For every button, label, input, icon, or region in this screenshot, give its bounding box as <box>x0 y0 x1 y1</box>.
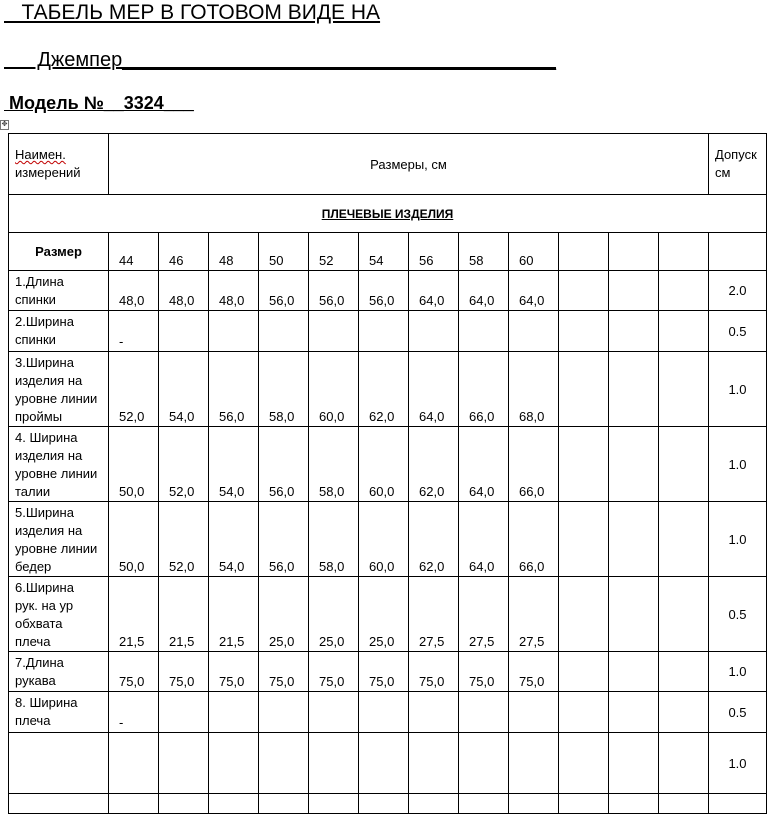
measurement-value <box>659 502 709 577</box>
measurement-value <box>559 692 609 733</box>
measurement-value <box>359 692 409 733</box>
size-cell: 54 <box>359 233 409 271</box>
document-title: ТАБЕЛЬ МЕР В ГОТОВОМ ВИДЕ НА <box>4 1 381 24</box>
header-name-line: Наимен. <box>15 147 66 162</box>
measurement-name-line: рукава <box>15 673 56 688</box>
measurement-value: 75,0 <box>259 652 309 692</box>
measurement-value: - <box>109 311 159 352</box>
measurement-name-line: 8. Ширина <box>15 695 78 710</box>
measurement-value <box>159 733 209 794</box>
measurement-name-line: бедер <box>15 559 52 574</box>
tolerance-value: 0.5 <box>709 311 767 352</box>
measurement-value: 75,0 <box>359 652 409 692</box>
measurement-value: 27,5 <box>409 577 459 652</box>
size-cell <box>659 233 709 271</box>
measurement-value: 52,0 <box>109 352 159 427</box>
measurement-name-line: проймы <box>15 409 63 424</box>
measurement-value <box>559 271 609 311</box>
measurement-value: 75,0 <box>309 652 359 692</box>
measurement-row <box>9 652 767 692</box>
measurement-name-line: изделия на <box>15 448 83 463</box>
measurement-name-line: 2.Ширина <box>15 314 74 329</box>
measurement-row <box>9 794 767 814</box>
measurement-value <box>409 733 459 794</box>
measurement-value <box>609 352 659 427</box>
measurement-value: 75,0 <box>209 652 259 692</box>
measurement-value: 60,0 <box>359 427 409 502</box>
size-cell: 52 <box>309 233 359 271</box>
measurement-value <box>309 794 359 814</box>
product-name: Джемпер_______________________________________ <box>4 49 557 71</box>
measurement-value: 48,0 <box>159 271 209 311</box>
measurement-value: 64,0 <box>409 271 459 311</box>
measurement-value <box>559 577 609 652</box>
measurement-value <box>309 733 359 794</box>
measurement-value <box>609 502 659 577</box>
measurement-value: 27,5 <box>509 577 559 652</box>
measurement-name-line: талии <box>15 484 51 499</box>
measurement-name-line: 7.Длина <box>15 655 64 670</box>
size-cell: 44 <box>109 233 159 271</box>
measurement-name-line: спинки <box>15 332 56 347</box>
tolerance-value: 1.0 <box>709 652 767 692</box>
measurement-value: 25,0 <box>359 577 409 652</box>
size-cell: 46 <box>159 233 209 271</box>
measurement-value <box>659 733 709 794</box>
measurement-value <box>559 502 609 577</box>
measurement-value <box>659 794 709 814</box>
measurement-value <box>209 692 259 733</box>
measurement-value: 52,0 <box>159 427 209 502</box>
column-header-sizes: Размеры, см <box>109 134 709 195</box>
measurement-name-line: 4. Ширина <box>15 430 78 445</box>
tolerance-value: 1.0 <box>709 352 767 427</box>
measurement-name-line: 5.Ширина <box>15 505 74 520</box>
measurement-name-line: плеча <box>15 634 51 649</box>
measurement-table <box>8 133 767 814</box>
measurement-value <box>559 311 609 352</box>
measurement-value: 75,0 <box>109 652 159 692</box>
measurement-value: 21,5 <box>159 577 209 652</box>
size-cell: 48 <box>209 233 259 271</box>
tolerance-value: 1.0 <box>709 733 767 794</box>
measurement-name <box>9 733 109 794</box>
size-cell: 60 <box>509 233 559 271</box>
measurement-value <box>459 692 509 733</box>
measurement-value: 56,0 <box>259 502 309 577</box>
measurement-value: 75,0 <box>459 652 509 692</box>
measurement-name-line: 6.Ширина <box>15 580 74 595</box>
measurement-value <box>509 311 559 352</box>
tolerance-value: 1.0 <box>709 502 767 577</box>
measurement-value: 66,0 <box>459 352 509 427</box>
measurement-value: 50,0 <box>109 502 159 577</box>
measurement-value <box>559 427 609 502</box>
measurement-value: 58,0 <box>309 427 359 502</box>
column-header-name <box>9 134 109 195</box>
measurement-value: 64,0 <box>409 352 459 427</box>
tolerance-value: 1.0 <box>709 427 767 502</box>
measurement-row <box>9 311 767 352</box>
tolerance-value: 2.0 <box>709 271 767 311</box>
measurement-value <box>659 427 709 502</box>
section-row <box>9 195 767 233</box>
measurement-value: 60,0 <box>309 352 359 427</box>
measurement-value <box>609 794 659 814</box>
measurement-value <box>509 733 559 794</box>
measurement-value <box>559 652 609 692</box>
measurement-value: - <box>109 692 159 733</box>
measurement-value <box>659 652 709 692</box>
measurement-name <box>9 271 109 311</box>
measurement-row <box>9 352 767 427</box>
measurement-value: 50,0 <box>109 427 159 502</box>
header-name-line: измерений <box>15 165 81 180</box>
measurement-name-line: рук. на ур <box>15 598 74 613</box>
measurement-value <box>109 733 159 794</box>
measurement-value <box>609 692 659 733</box>
measurement-value: 56,0 <box>309 271 359 311</box>
measurement-value <box>659 352 709 427</box>
measurement-name-line: 3.Ширина <box>15 355 74 370</box>
tolerance-value <box>709 794 767 814</box>
column-header-tolerance <box>709 134 767 195</box>
measurement-name-line: спинки <box>15 292 56 307</box>
measurement-name-line: 1.Длина <box>15 274 64 289</box>
measurement-value: 68,0 <box>509 352 559 427</box>
size-label: Размер <box>9 233 109 271</box>
measurement-value <box>609 311 659 352</box>
measurement-value <box>409 794 459 814</box>
measurement-value <box>459 794 509 814</box>
measurement-value: 58,0 <box>309 502 359 577</box>
table-move-handle-icon[interactable]: ✥ <box>1 121 8 128</box>
size-tolerance-cell <box>709 233 767 271</box>
measurement-value: 48,0 <box>209 271 259 311</box>
measurement-value: 54,0 <box>159 352 209 427</box>
measurement-value: 25,0 <box>309 577 359 652</box>
measurement-row <box>9 692 767 733</box>
size-cell <box>559 233 609 271</box>
measurement-name-line: изделия на <box>15 523 83 538</box>
measurement-value <box>509 794 559 814</box>
measurement-value: 56,0 <box>359 271 409 311</box>
measurement-row <box>9 733 767 794</box>
measurement-value <box>109 794 159 814</box>
measurement-value: 75,0 <box>159 652 209 692</box>
measurement-value <box>359 733 409 794</box>
measurement-value: 54,0 <box>209 502 259 577</box>
measurement-value <box>359 794 409 814</box>
measurement-value <box>259 733 309 794</box>
measurement-name-line: плеча <box>15 713 51 728</box>
measurement-value <box>559 352 609 427</box>
measurement-name <box>9 794 109 814</box>
measurement-value: 75,0 <box>409 652 459 692</box>
measurement-value: 56,0 <box>209 352 259 427</box>
measurement-value <box>559 733 609 794</box>
measurement-value: 64,0 <box>459 427 509 502</box>
measurement-value <box>659 692 709 733</box>
measurement-value <box>559 794 609 814</box>
measurement-row <box>9 271 767 311</box>
measurement-value: 27,5 <box>459 577 509 652</box>
tolerance-value: 0.5 <box>709 692 767 733</box>
measurement-value: 60,0 <box>359 502 409 577</box>
measurement-value: 56,0 <box>259 427 309 502</box>
header-row <box>9 134 767 195</box>
measurement-value <box>259 692 309 733</box>
measurement-value: 66,0 <box>509 502 559 577</box>
measurement-value <box>159 311 209 352</box>
measurement-value <box>359 311 409 352</box>
measurement-value <box>459 311 509 352</box>
measurement-row <box>9 427 767 502</box>
measurement-value <box>609 271 659 311</box>
measurement-value <box>309 311 359 352</box>
measurement-value <box>459 733 509 794</box>
measurement-value <box>659 271 709 311</box>
measurement-name-line: уровне линии <box>15 541 98 556</box>
measurement-name <box>9 502 109 577</box>
measurement-name <box>9 427 109 502</box>
measurement-name <box>9 311 109 352</box>
measurement-value: 64,0 <box>509 271 559 311</box>
size-cell: 50 <box>259 233 309 271</box>
measurement-value <box>159 794 209 814</box>
measurement-value: 25,0 <box>259 577 309 652</box>
measurement-value: 75,0 <box>509 652 559 692</box>
measurement-name-line: изделия на <box>15 373 83 388</box>
measurement-value: 56,0 <box>259 271 309 311</box>
measurement-name-line: уровне линии <box>15 391 98 406</box>
measurement-value: 64,0 <box>459 502 509 577</box>
header-tol-line: Допуск <box>715 147 757 162</box>
measurement-value: 21,5 <box>109 577 159 652</box>
measurement-row <box>9 502 767 577</box>
measurement-value <box>509 692 559 733</box>
section-title: ПЛЕЧЕВЫЕ ИЗДЕЛИЯ <box>9 195 767 233</box>
measurement-value <box>609 427 659 502</box>
measurement-value: 64,0 <box>459 271 509 311</box>
measurement-value: 52,0 <box>159 502 209 577</box>
measurement-value: 58,0 <box>259 352 309 427</box>
measurement-value <box>609 652 659 692</box>
measurement-value <box>609 577 659 652</box>
measurement-value <box>659 577 709 652</box>
measurement-value <box>409 692 459 733</box>
measurement-name-line: обхвата <box>15 616 63 631</box>
measurement-name <box>9 577 109 652</box>
measurement-value <box>409 311 459 352</box>
measurement-value: 48,0 <box>109 271 159 311</box>
size-cell <box>609 233 659 271</box>
header-tol-line: см <box>715 165 731 180</box>
measurement-value: 62,0 <box>359 352 409 427</box>
measurement-value <box>159 692 209 733</box>
measurement-value: 54,0 <box>209 427 259 502</box>
measurement-value: 62,0 <box>409 427 459 502</box>
measurement-value: 21,5 <box>209 577 259 652</box>
size-row <box>9 233 767 271</box>
measurement-value <box>309 692 359 733</box>
measurement-value <box>209 311 259 352</box>
measurement-name <box>9 692 109 733</box>
tolerance-value: 0.5 <box>709 577 767 652</box>
measurement-name <box>9 652 109 692</box>
measurement-value <box>659 311 709 352</box>
measurement-value <box>609 733 659 794</box>
measurement-value <box>259 311 309 352</box>
model-number: Модель №__3324___ <box>4 93 194 113</box>
measurement-value: 62,0 <box>409 502 459 577</box>
size-cell: 58 <box>459 233 509 271</box>
measurement-value: 66,0 <box>509 427 559 502</box>
measurement-value <box>209 733 259 794</box>
measurement-row <box>9 577 767 652</box>
measurement-value <box>259 794 309 814</box>
measurement-value <box>209 794 259 814</box>
size-cell: 56 <box>409 233 459 271</box>
measurement-name <box>9 352 109 427</box>
measurement-name-line: уровне линии <box>15 466 98 481</box>
